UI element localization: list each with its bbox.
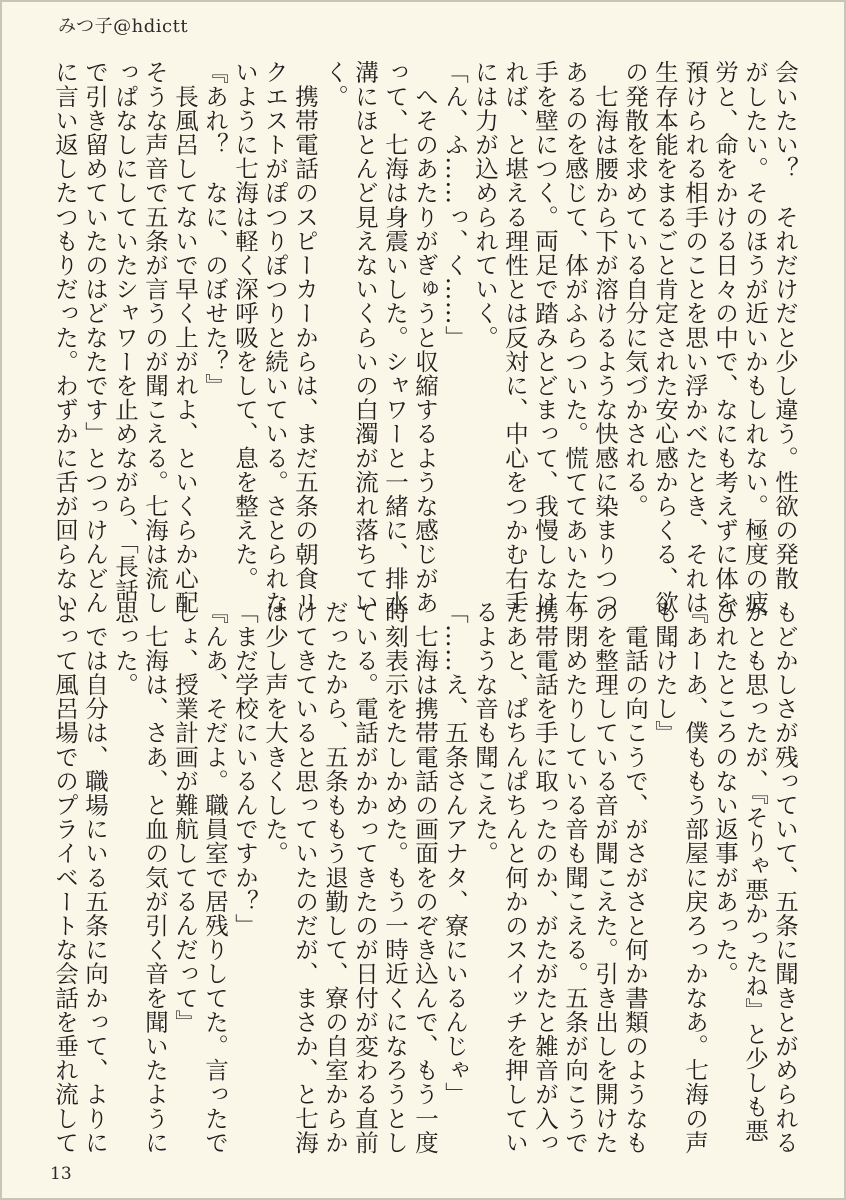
text-line: 預けられる相手のことを思い浮かべたとき、それは <box>681 60 709 615</box>
text-line: 「まだ学校にいるんですか？」 <box>231 600 259 938</box>
text-line: では自分は、職場にいる五条に向かって、よりに <box>81 600 109 1155</box>
author-handle: みつ子@hdictt <box>58 16 189 37</box>
text-line: 七海は携帯電話の画面をのぞき込んで、もう一度 <box>411 600 439 1155</box>
text-line: 会いたい？ それだけだと少し違う。性欲の発散 <box>771 60 799 591</box>
text-line: り閉めたりしている音も聞こえる。五条が向こうで <box>561 600 589 1155</box>
text-line: びれたところのない返事があった。 <box>711 600 739 986</box>
text-line: 「……え、五条さんアナタ、寮にいるんじゃ」 <box>441 600 469 1107</box>
text-line: く。 <box>321 60 349 109</box>
text-line: だったから、五条ももう退勤して、寮の自室からか <box>321 600 349 1155</box>
text-line: へそのあたりがぎゅうと収縮するような感じがあ <box>411 60 439 615</box>
text-line: に言い返したつもりだった。わずかに舌が回らない <box>51 60 79 615</box>
text-line: 生存本能をまるごと肯定された安心感からくる、欲 <box>651 60 679 615</box>
text-line: 長風呂してないで早く上がれよ、といくらか心配 <box>171 60 199 615</box>
text-line: 携帯電話を手に取ったのか、がたがたと雑音が入っ <box>531 600 559 1155</box>
text-line: がしたい。そのほうが近いかもしれない。極度の疲 <box>741 60 769 615</box>
text-line: かとも思ったが、『そりゃ悪かったね』と少しも悪 <box>741 600 769 1143</box>
text-block-bottom <box>51 600 800 1155</box>
text-line: るような音も聞こえた。 <box>471 600 499 866</box>
text-line: って、七海は身震いした。シャワーと一緒に、排水 <box>381 60 409 615</box>
text-line: も聞けたし』 <box>651 600 679 745</box>
text-line: 電話の向こうで、がさがさと何か書類のようなも <box>621 600 649 1155</box>
text-line: れば、と堪える理性とは反対に、中心をつかむ右手 <box>501 60 529 615</box>
text-line: 『あーあ、僕ももう部屋に戻ろっかなあ。七海の声 <box>681 600 709 1155</box>
text-line: 『あれ？ なに、のぼせた？』 <box>201 60 229 398</box>
text-line: 思った。 <box>111 600 139 697</box>
text-line: 溝にほとんど見えないくらいの白濁が流れ落ちてい <box>351 60 379 615</box>
text-line: ている。電話がかかってきたのが日付が変わる直前 <box>351 600 379 1155</box>
text-line: よって風呂場でのプライベートな会話を垂れ流して <box>51 600 79 1155</box>
text-line: 七海は腰から下が溶けるような快感に染まりつつ <box>591 60 619 615</box>
text-line: いように七海は軽く深呼吸をして、息を整えた。 <box>231 60 259 591</box>
text-line: 時刻表示をたしかめた。もう一時近くになろうとし <box>381 600 409 1155</box>
text-line: で引き留めていたのはどなたです」とつっけんどん <box>81 60 109 615</box>
text-line: は少し声を大きくした。 <box>261 600 289 866</box>
text-line: 七海は、さあ、と血の気が引く音を聞いたように <box>141 600 169 1155</box>
text-line: そうな声音で五条が言うのが聞こえる。七海は流し <box>141 60 169 615</box>
page-number: 13 <box>50 1164 72 1184</box>
text-line: けてきていると思っていたのだが、まさか、と七海 <box>291 600 319 1155</box>
text-line: っぱなしにしていたシャワーを止めながら、「長話 <box>111 60 139 603</box>
text-line: 労と、命をかける日々の中で、なにも考えずに体を <box>711 60 739 615</box>
text-line: あるのを感じて、体がふらついた。慌ててあいた左 <box>561 60 589 615</box>
text-line: の発散を求めている自分に気づかされる。 <box>621 60 649 518</box>
text-line: 携帯電話のスピーカーからは、まだ五条の朝食リ <box>291 60 319 615</box>
text-line: のを整理している音が聞こえた。引き出しを開けた <box>591 600 619 1155</box>
text-line: 『んあ、そだよ。職員室で居残りしてた。言ったで <box>201 600 229 1155</box>
text-line: たあと、ぱちんぱちんと何かのスイッチを押してい <box>501 600 529 1155</box>
text-line: しょ、授業計画が難航してるんだって』 <box>171 600 199 1034</box>
text-line: クエストがぽつりぽつりと続いている。さとられな <box>261 60 289 615</box>
text-line: 手を壁につく。両足で踏みとどまって、我慢しなけ <box>531 60 559 615</box>
text-block-top <box>51 60 800 615</box>
text-line: もどかしさが残っていて、五条に聞きとがめられる <box>771 600 799 1155</box>
text-line: 「ん、ふ……っ、く……」 <box>441 60 469 350</box>
text-line: には力が込められていく。 <box>471 60 499 350</box>
